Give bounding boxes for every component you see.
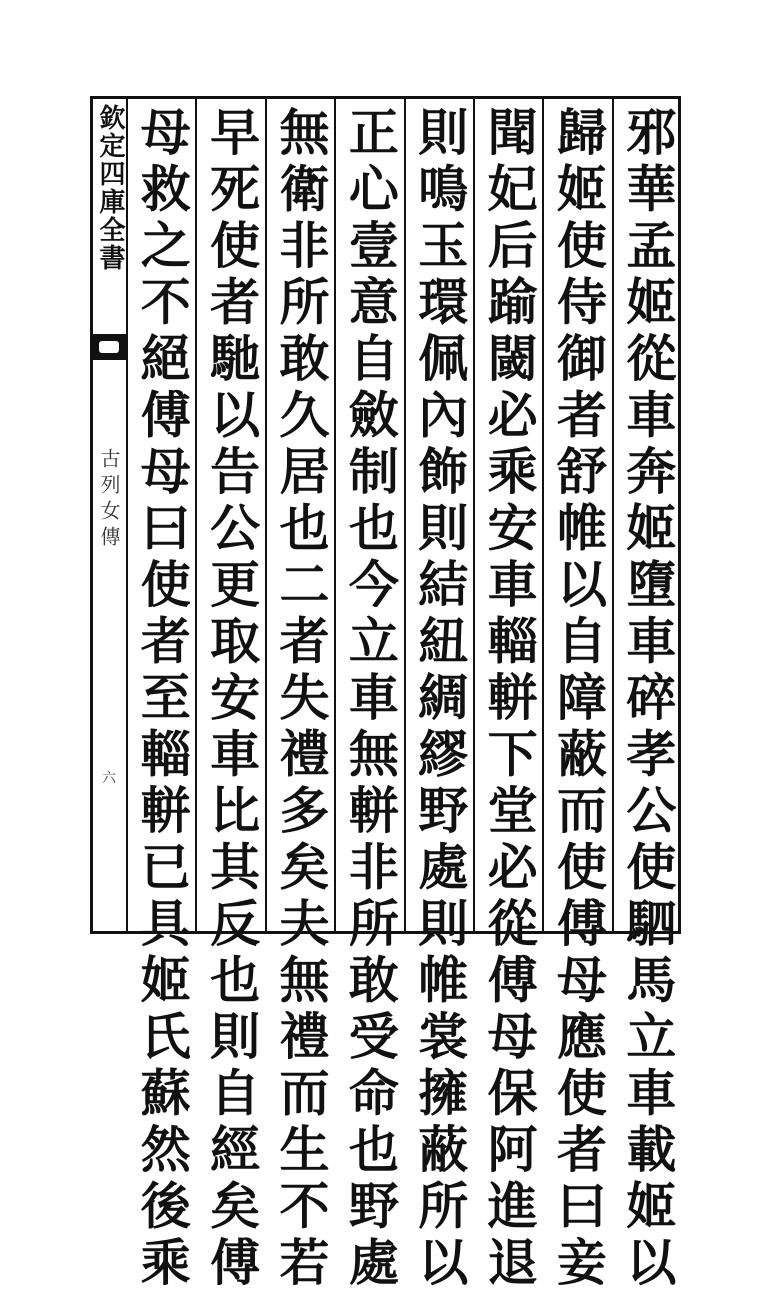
column-text: 母救之不絕傅母曰使者至輜軿已具姬氏蘇然後乘 bbox=[132, 106, 192, 1293]
column-text: 無衛非所敢久居也二者失禮多矣夫無禮而生不若 bbox=[271, 106, 331, 1293]
column-text: 則鳴玉環佩內飾則結紐綢繆野處則帷裳擁蔽所以 bbox=[410, 106, 470, 1293]
text-column bbox=[612, 96, 681, 1293]
text-column bbox=[404, 96, 473, 1293]
column-text: 聞妃后踰閾必乘安車輜軿下堂必從傅母保阿進退 bbox=[479, 106, 539, 1293]
text-column bbox=[334, 96, 403, 1293]
text-column bbox=[128, 96, 195, 1293]
section-title: 古列女傳 bbox=[97, 448, 121, 552]
text-column bbox=[265, 96, 334, 1293]
column-text: 正心壹意自斂制也今立車無軿非所敢受命也野處 bbox=[340, 106, 400, 1293]
text-column bbox=[542, 96, 611, 1293]
text-column bbox=[195, 96, 264, 1293]
column-text: 歸姬使侍御者舒帷以自障蔽而使傅母應使者曰妾 bbox=[548, 106, 608, 1293]
text-columns bbox=[128, 96, 681, 1293]
fish-tail-icon bbox=[92, 334, 126, 360]
page-number: 六 bbox=[100, 770, 116, 784]
column-text: 邪華孟姬從車奔姬墮車碎孝公使駟馬立車載姬以 bbox=[618, 106, 678, 1293]
book-title: 欽定四庫全書 bbox=[95, 104, 125, 272]
text-column bbox=[473, 96, 542, 1293]
column-text: 早死使者馳以告公更取安車比其反也則自經矣傅 bbox=[202, 106, 262, 1293]
